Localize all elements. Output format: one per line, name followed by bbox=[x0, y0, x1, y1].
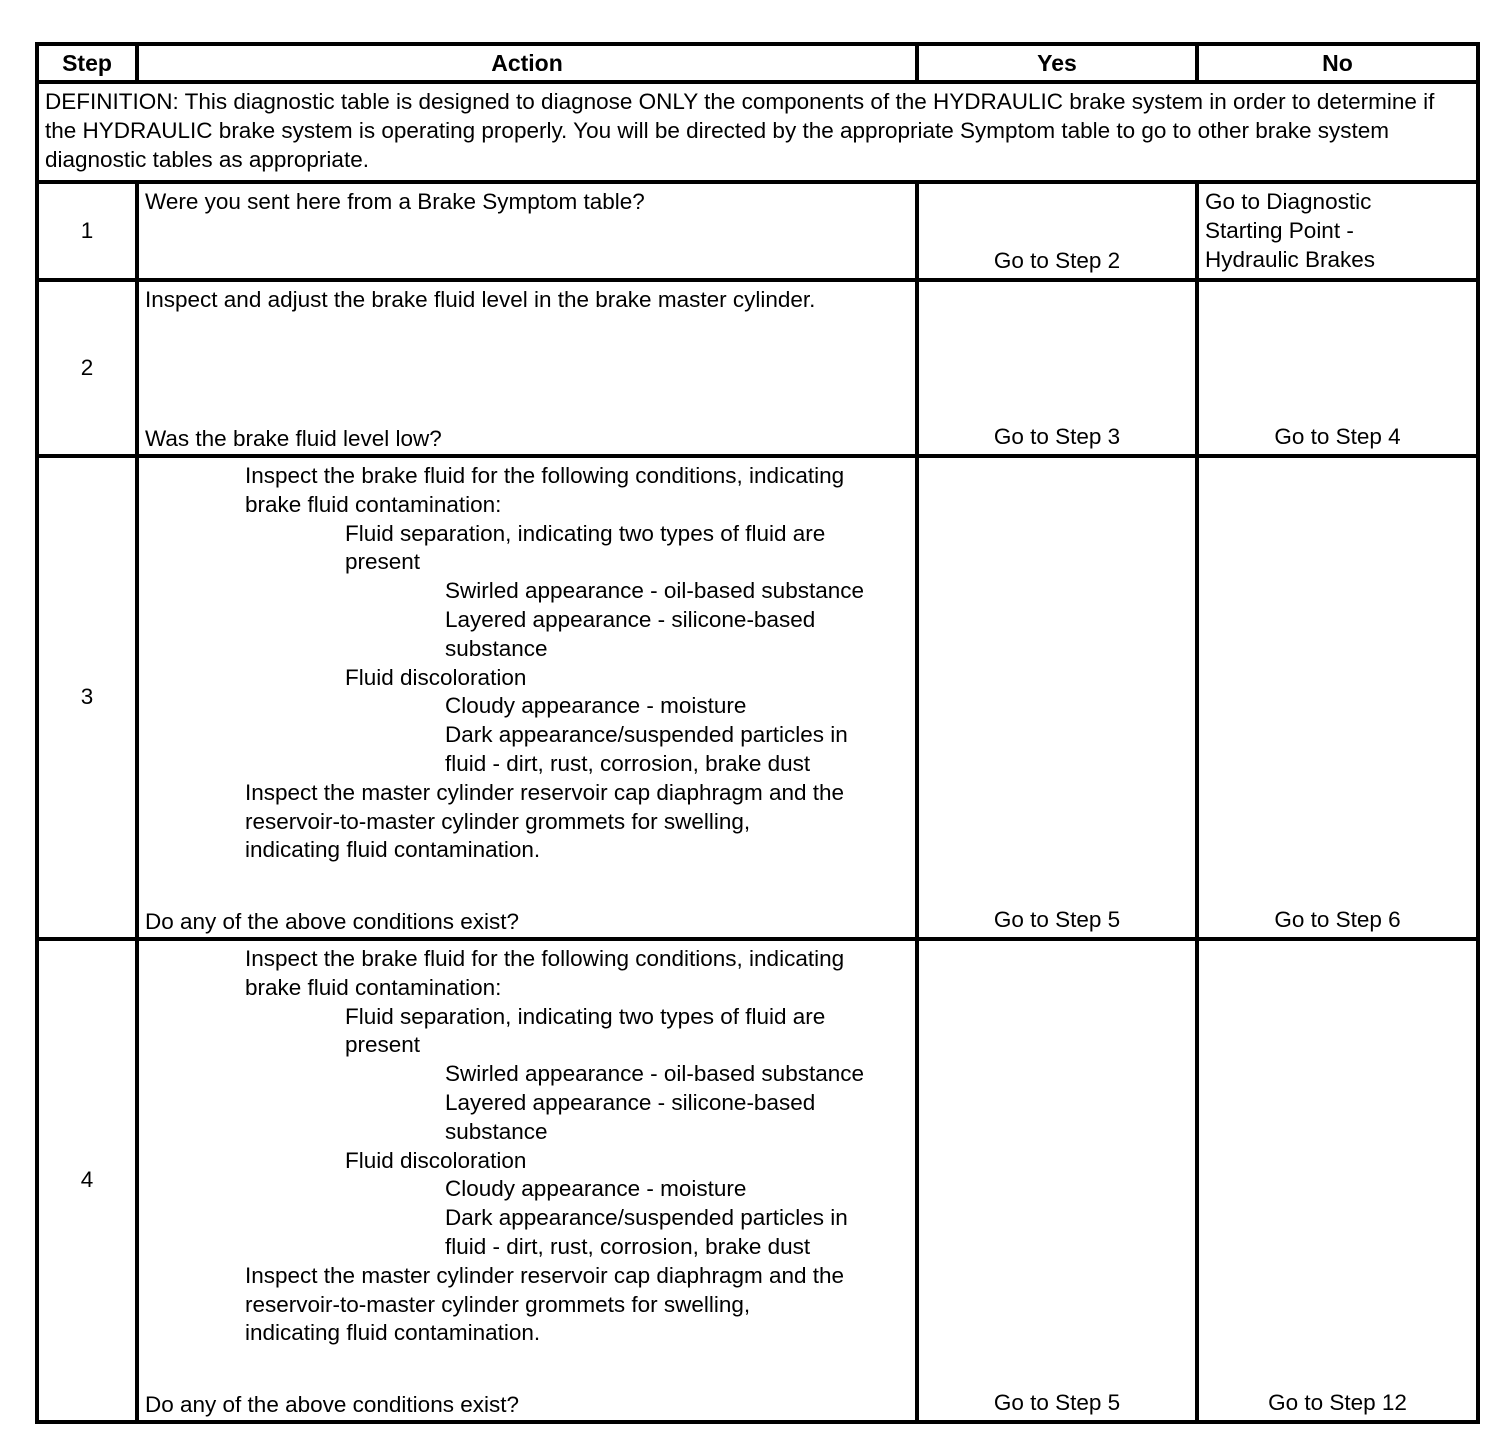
detail-line: Layered appearance - silicone-based bbox=[445, 1089, 816, 1115]
detail-line: Inspect the master cylinder reservoir cap diaphragm and the bbox=[245, 779, 845, 805]
detail-line: reservoir-to-master cylinder grommets for swelling, bbox=[245, 1291, 751, 1317]
detail-line: Inspect the brake fluid for the following conditions, indicating bbox=[245, 946, 845, 971]
detail-line: Dark appearance/suspended particles in bbox=[445, 722, 848, 748]
step-yes: Go to Step 2 bbox=[917, 182, 1197, 280]
step-action bbox=[137, 939, 917, 1422]
step-number: 2 bbox=[37, 280, 137, 456]
diagnostic-table bbox=[35, 42, 1480, 1424]
header-yes: Yes bbox=[917, 44, 1197, 82]
detail-line: reservoir-to-master cylinder grommets for swelling, bbox=[245, 808, 751, 834]
step-details bbox=[145, 945, 909, 1348]
step-yes: Go to Step 5 bbox=[917, 456, 1197, 939]
table-row bbox=[37, 182, 1478, 280]
step-number: 1 bbox=[37, 182, 137, 280]
table-header-row bbox=[37, 44, 1478, 82]
detail-line: Cloudy appearance - moisture bbox=[445, 693, 747, 719]
step-no: Go to Step 4 bbox=[1197, 280, 1478, 456]
step-no-line: Go to Diagnostic bbox=[1205, 189, 1372, 214]
definition-row bbox=[37, 82, 1478, 182]
detail-line: present bbox=[345, 549, 421, 575]
header-action: Action bbox=[137, 44, 917, 82]
detail-line: Swirled appearance - oil-based substance bbox=[445, 1061, 864, 1087]
step-yes: Go to Step 3 bbox=[917, 280, 1197, 456]
detail-line: Cloudy appearance - moisture bbox=[445, 1176, 747, 1202]
detail-line: fluid - dirt, rust, corrosion, brake dust bbox=[445, 750, 811, 776]
step-no bbox=[1197, 182, 1478, 280]
detail-line: fluid - dirt, rust, corrosion, brake dust bbox=[445, 1233, 811, 1259]
step-yes: Go to Step 5 bbox=[917, 939, 1197, 1422]
step-instruction: Inspect and adjust the brake fluid level in the brake master cylinder. bbox=[145, 287, 816, 312]
step-no: Go to Step 6 bbox=[1197, 456, 1478, 939]
step-action bbox=[137, 280, 917, 456]
table-row bbox=[37, 939, 1478, 1422]
step-action bbox=[137, 456, 917, 939]
step-action bbox=[137, 182, 917, 280]
detail-line: Layered appearance - silicone-based bbox=[445, 606, 816, 632]
detail-line: substance bbox=[445, 635, 548, 661]
step-no-line: Starting Point - bbox=[1205, 217, 1354, 243]
step-no: Go to Step 12 bbox=[1197, 939, 1478, 1422]
table-row bbox=[37, 456, 1478, 939]
table-row bbox=[37, 280, 1478, 456]
detail-line: indicating fluid contamination. bbox=[245, 837, 541, 863]
step-number: 4 bbox=[37, 939, 137, 1422]
detail-line: brake fluid contamination: bbox=[245, 974, 502, 1000]
detail-line: Swirled appearance - oil-based substance bbox=[445, 578, 864, 604]
detail-line: Inspect the brake fluid for the following conditions, indicating bbox=[245, 463, 845, 488]
detail-line: brake fluid contamination: bbox=[245, 491, 502, 517]
detail-line: indicating fluid contamination. bbox=[245, 1320, 541, 1346]
detail-line: Fluid discoloration bbox=[345, 664, 527, 690]
detail-line: present bbox=[345, 1032, 421, 1058]
header-no: No bbox=[1197, 44, 1478, 82]
step-number: 3 bbox=[37, 456, 137, 939]
detail-line: Fluid separation, indicating two types of fluid are bbox=[345, 520, 826, 546]
detail-line: Fluid separation, indicating two types of fluid are bbox=[345, 1003, 826, 1029]
step-details bbox=[145, 462, 909, 865]
detail-line: substance bbox=[445, 1118, 548, 1144]
step-question: Was the brake fluid level low? bbox=[145, 426, 442, 452]
header-step: Step bbox=[37, 44, 137, 82]
detail-line: Inspect the master cylinder reservoir cap diaphragm and the bbox=[245, 1262, 845, 1288]
step-question: Do any of the above conditions exist? bbox=[145, 1392, 519, 1418]
step-question: Do any of the above conditions exist? bbox=[145, 909, 519, 935]
step-question: Were you sent here from a Brake Symptom table? bbox=[145, 189, 645, 214]
detail-line: Dark appearance/suspended particles in bbox=[445, 1205, 848, 1231]
step-no-line: Hydraulic Brakes bbox=[1205, 246, 1376, 272]
definition-text: DEFINITION: This diagnostic table is designed to diagnose ONLY the components of the HYDRAULIC brake system in order to determine if the HYDRAULIC brake system is operating properly. You will be directed by the appropriate Symptom table to go to other brake system diagnostic tables as appropriate. bbox=[37, 82, 1478, 182]
detail-line: Fluid discoloration bbox=[345, 1147, 527, 1173]
